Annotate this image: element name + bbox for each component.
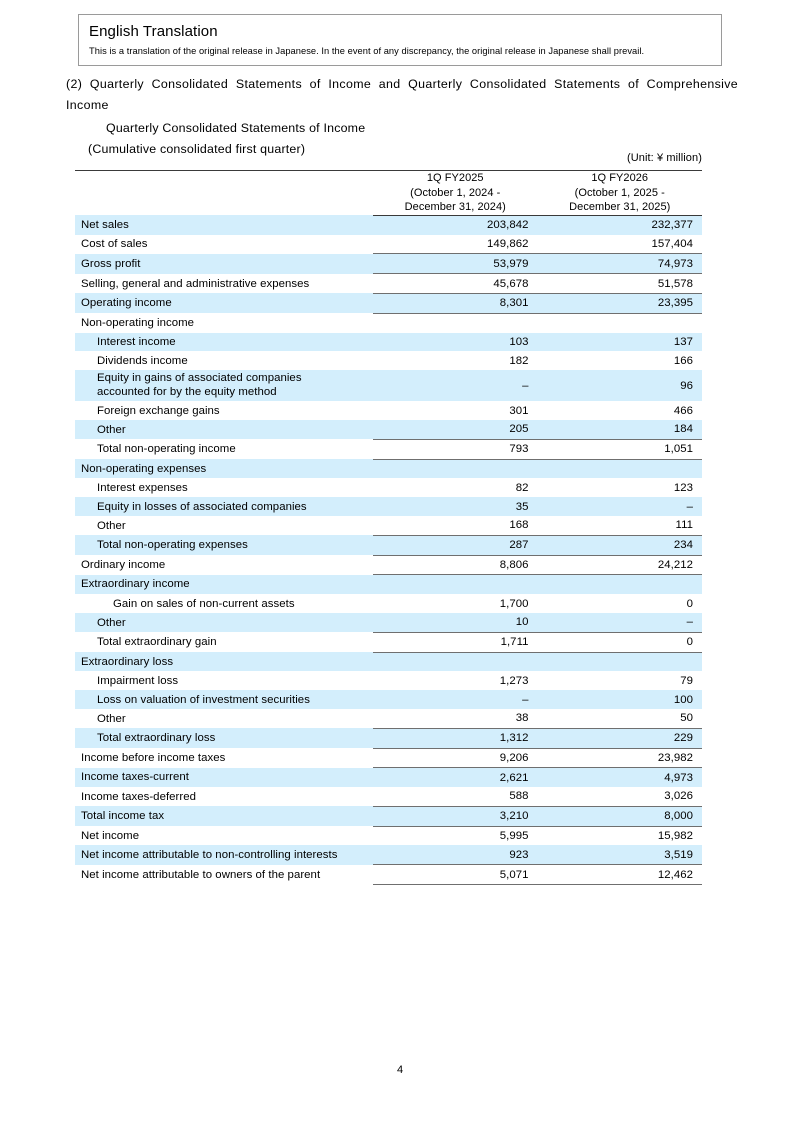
- row-value-col1: 38: [515, 712, 529, 725]
- row-value-col1: 2,621: [373, 768, 538, 787]
- row-label: Non-operating income: [81, 316, 195, 329]
- table-row: [75, 235, 702, 254]
- row-value-col2: [538, 459, 703, 478]
- statement-heading: Quarterly Consolidated Statements of Income: [106, 121, 366, 135]
- row-value-col2: 234: [538, 535, 703, 555]
- table-row: [75, 594, 702, 613]
- table-row: [75, 420, 702, 439]
- income-statement-table: [75, 170, 702, 885]
- table-row: [75, 478, 702, 497]
- row-value-col1: 35: [373, 497, 538, 516]
- table-row: [75, 497, 702, 516]
- row-label: Net sales: [75, 215, 373, 234]
- row-value-col1: 8,301: [373, 293, 538, 313]
- table-row: [75, 709, 702, 728]
- table-row: [75, 748, 702, 768]
- row-value-col2: 12,462: [538, 865, 703, 885]
- row-value-col1: 287: [373, 535, 538, 555]
- row-label: Cost of sales: [81, 238, 148, 251]
- row-value-col2: 51,578: [538, 274, 703, 294]
- table-row: [75, 613, 702, 632]
- row-value-col2: 50: [680, 712, 693, 725]
- row-value-col1: 45,678: [373, 274, 538, 294]
- row-value-col2: 137: [538, 333, 703, 352]
- row-value-col2: 74,973: [538, 254, 703, 274]
- row-label: Income before income taxes: [81, 751, 226, 764]
- row-value-col1: [373, 652, 538, 671]
- row-label: Net income attributable to owners of the parent: [81, 868, 321, 881]
- row-label: Other: [97, 712, 126, 725]
- row-value-col2: 232,377: [538, 215, 703, 234]
- row-value-col2: 23,982: [538, 748, 703, 768]
- row-value-col2: 8,000: [538, 806, 703, 826]
- row-value-col1: [373, 459, 538, 478]
- row-value-col1: 82: [515, 481, 529, 494]
- row-label: Total extraordinary loss: [75, 728, 373, 748]
- table-row: [75, 459, 702, 478]
- row-value-col2: 4,973: [538, 768, 703, 787]
- row-label-line2: accounted for by the equity method: [97, 385, 277, 398]
- row-label: Gain on sales of non-current assets: [113, 597, 295, 610]
- column-header-fy2025: [373, 171, 538, 216]
- row-value-col2: 111: [675, 519, 693, 532]
- row-label: Total non-operating expenses: [75, 535, 373, 555]
- row-value-col2: 0: [538, 632, 703, 652]
- table-row: [75, 516, 702, 535]
- row-label: Total extraordinary gain: [97, 636, 217, 649]
- table-row: [75, 787, 702, 806]
- row-value-col2: 3,519: [538, 845, 703, 864]
- row-label: Ordinary income: [81, 558, 166, 571]
- row-label: Total income tax: [75, 806, 373, 826]
- row-value-col2: 79: [680, 674, 693, 687]
- row-label: Income taxes-deferred: [81, 790, 197, 803]
- row-label: Income taxes-current: [75, 768, 373, 787]
- row-value-col1: 1,273: [499, 674, 529, 687]
- table-row: [75, 826, 702, 845]
- row-value-col2: –: [538, 613, 703, 632]
- row-value-col2: [538, 652, 703, 671]
- row-label: Interest expenses: [97, 481, 188, 494]
- row-value-col1: –: [373, 370, 538, 401]
- row-label: Dividends income: [97, 354, 188, 367]
- row-value-col2: 23,395: [538, 293, 703, 313]
- row-label: Equity in losses of associated companies: [75, 497, 373, 516]
- page-number: 4: [396, 1064, 404, 1076]
- row-value-col1: 203,842: [373, 215, 538, 234]
- row-value-col2: 184: [538, 420, 703, 439]
- table-row: [75, 351, 702, 370]
- row-label-line1: Equity in gains of associated companies: [97, 372, 302, 385]
- table-row: [75, 865, 702, 885]
- row-label: Other: [75, 420, 373, 439]
- table-row: [75, 632, 702, 652]
- row-label: Loss on valuation of investment securities: [75, 690, 373, 709]
- table-row: [75, 575, 702, 594]
- unit-label: (Unit: ¥ million): [626, 152, 702, 164]
- row-label: Gross profit: [75, 254, 373, 274]
- row-value-col1: –: [373, 690, 538, 709]
- row-value-col1: 205: [373, 420, 538, 439]
- row-value-col1: 149,862: [486, 237, 529, 250]
- row-value-col1: [373, 313, 538, 332]
- col2-line1: 1Q FY2026: [591, 172, 649, 184]
- table-row: [75, 293, 702, 313]
- row-value-col2: 229: [538, 728, 703, 748]
- row-value-col1: 1,711: [373, 632, 538, 652]
- row-value-col2: 100: [538, 690, 703, 709]
- table-row: [75, 806, 702, 826]
- table-row: [75, 690, 702, 709]
- english-translation-notice: [78, 14, 722, 66]
- table-row: [75, 671, 702, 690]
- row-value-col1: 5,995: [373, 826, 538, 845]
- col2-line2: (October 1, 2025 -: [574, 186, 665, 199]
- col1-line2: (October 1, 2024 -: [410, 186, 501, 199]
- row-label: Other: [97, 519, 126, 532]
- section-headings: [66, 74, 738, 160]
- row-label: Impairment loss: [97, 674, 179, 687]
- table-row: [75, 768, 702, 787]
- row-value-col1: 1,312: [373, 728, 538, 748]
- table-row: [75, 370, 702, 401]
- table-row: [75, 555, 702, 575]
- row-value-col2: 1,051: [538, 439, 703, 459]
- row-value-col2: 24,212: [538, 555, 703, 575]
- row-label: Interest income: [75, 333, 373, 352]
- table-row: [75, 728, 702, 748]
- table-row: [75, 401, 702, 420]
- row-value-col1: 103: [373, 333, 538, 352]
- row-value-col2: 15,982: [538, 826, 703, 845]
- row-label: Operating income: [75, 293, 373, 313]
- row-value-col1: 5,071: [373, 865, 538, 885]
- notice-title: English Translation: [89, 23, 218, 40]
- row-label: Selling, general and administrative expenses: [81, 277, 310, 290]
- row-value-col2: [538, 575, 703, 594]
- table-row: [75, 439, 702, 459]
- row-value-col2: 3,026: [664, 790, 693, 803]
- row-label: Extraordinary loss: [75, 652, 373, 671]
- row-label: Other: [75, 613, 373, 632]
- row-label: [75, 370, 373, 401]
- table-row: [75, 333, 702, 352]
- table-row: [75, 313, 702, 332]
- row-label: Total non-operating income: [97, 443, 236, 456]
- row-value-col1: 8,806: [373, 555, 538, 575]
- row-value-col1: 793: [373, 439, 538, 459]
- row-value-col1: [373, 575, 538, 594]
- row-label: Net income: [81, 829, 140, 842]
- col1-line1: 1Q FY2025: [426, 172, 484, 184]
- row-value-col1: 301: [509, 404, 529, 417]
- row-value-col1: 3,210: [373, 806, 538, 826]
- row-value-col2: –: [538, 497, 703, 516]
- row-label: Extraordinary income: [75, 575, 373, 594]
- row-value-col2: 96: [538, 370, 703, 401]
- row-label: Non-operating expenses: [75, 459, 373, 478]
- table-row: [75, 535, 702, 555]
- column-header-fy2026: [538, 171, 703, 216]
- table-header: [75, 171, 702, 216]
- table-row: [75, 274, 702, 294]
- row-value-col2: 166: [673, 354, 693, 367]
- period-heading: (Cumulative consolidated first quarter): [88, 142, 306, 156]
- row-value-col1: 588: [509, 790, 529, 803]
- row-value-col1: 1,700: [499, 597, 529, 610]
- row-value-col1: 9,206: [373, 748, 538, 768]
- col1-line3: December 31, 2024): [404, 201, 506, 214]
- table-row: [75, 652, 702, 671]
- row-value-col2: 0: [686, 597, 693, 610]
- row-value-col1: 168: [509, 519, 529, 532]
- table-body: [75, 215, 702, 884]
- row-value-col1: 53,979: [373, 254, 538, 274]
- section-heading: (2) Quarterly Consolidated Statements of Income and Quarterly Consolidated Statements of Comprehensive Income: [66, 77, 738, 112]
- column-header-label: [75, 171, 373, 216]
- row-value-col2: 157,404: [651, 237, 693, 250]
- notice-subtitle: This is a translation of the original release in Japanese. In the event of any discrepancy, the original release in Japanese shall prevail.: [89, 46, 645, 56]
- row-value-col2: 123: [673, 481, 693, 494]
- row-label: Net income attributable to non-controlling interests: [75, 845, 373, 864]
- table-header-row: [75, 171, 702, 216]
- row-value-col2: 466: [673, 404, 693, 417]
- row-value-col1: 923: [373, 845, 538, 864]
- table-row: [75, 254, 702, 274]
- row-label: Foreign exchange gains: [97, 404, 220, 417]
- row-value-col1: 182: [509, 354, 529, 367]
- row-value-col2: [538, 313, 703, 332]
- table-row: [75, 215, 702, 234]
- col2-line3: December 31, 2025): [569, 201, 671, 214]
- table-row: [75, 845, 702, 864]
- row-value-col1: 10: [373, 613, 538, 632]
